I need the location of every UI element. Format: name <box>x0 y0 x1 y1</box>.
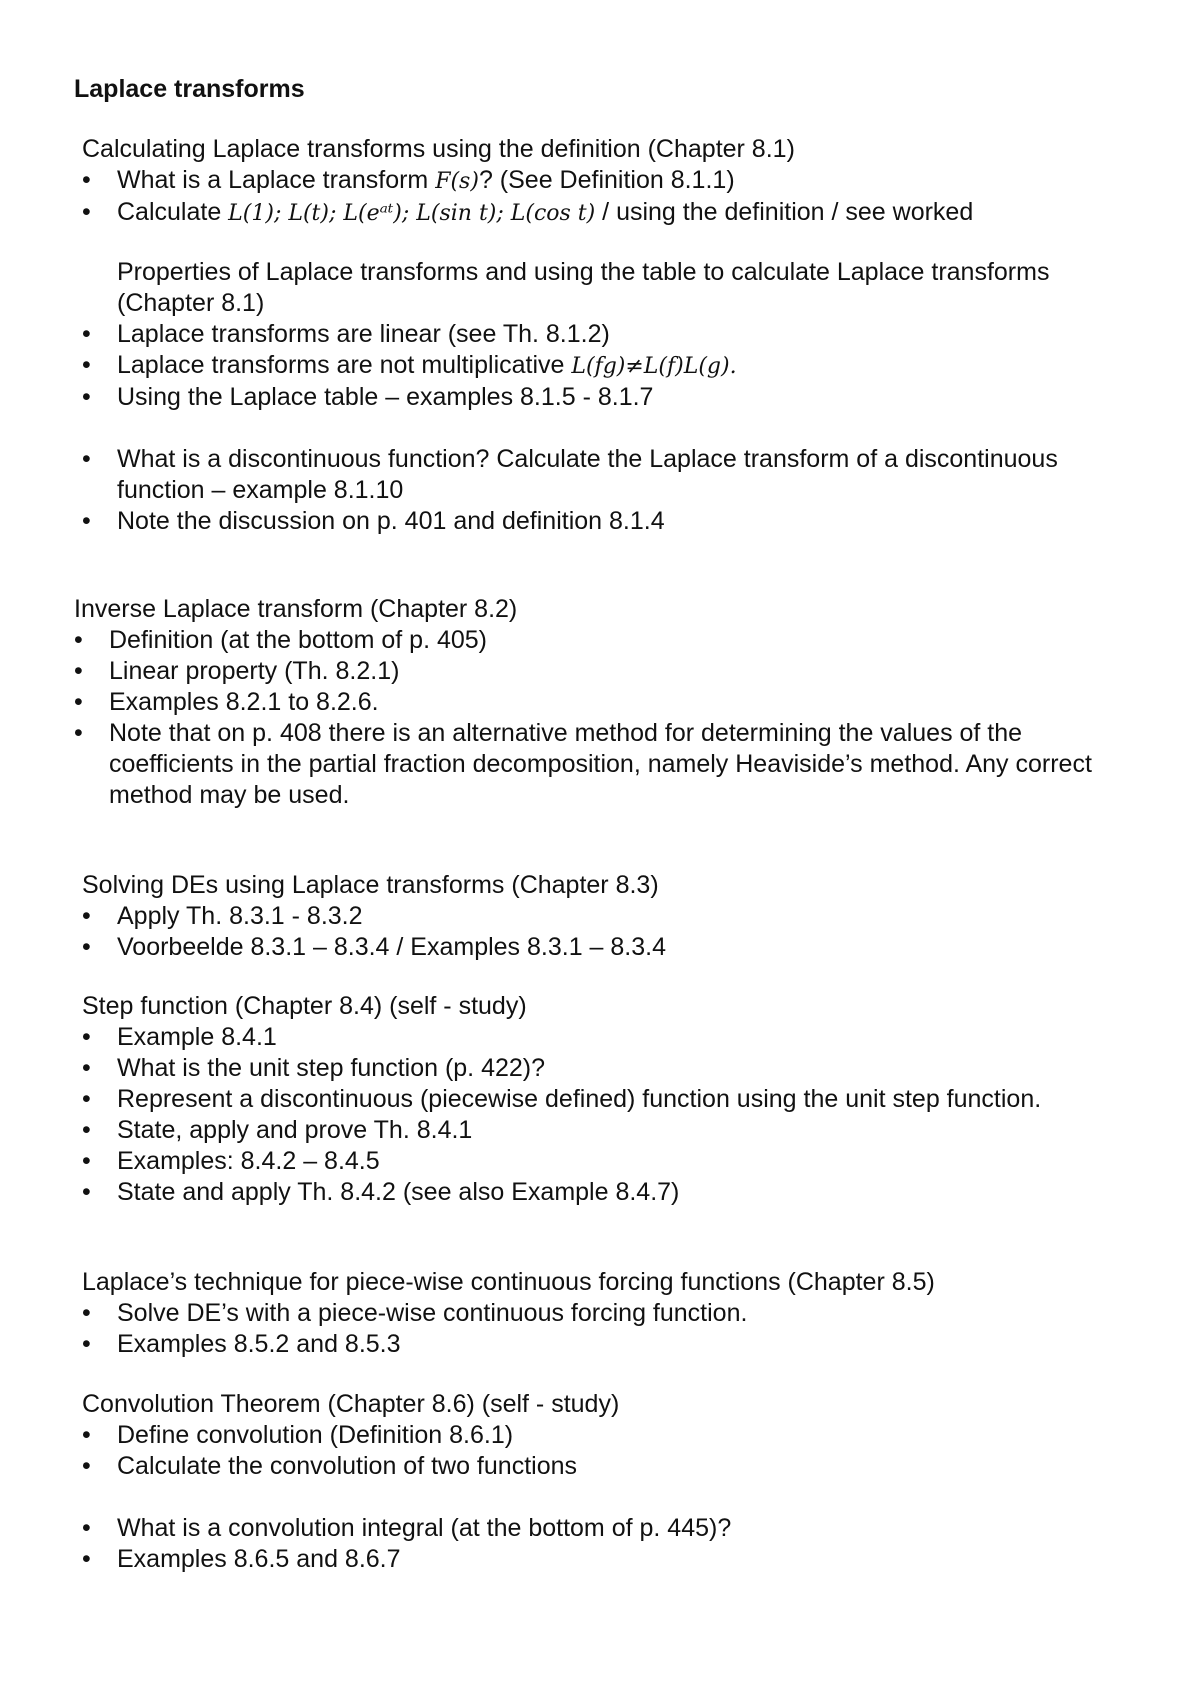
section-laplace-properties <box>82 257 1142 537</box>
document-title: Laplace transforms <box>74 75 305 103</box>
list-item: • Examples 8.2.1 to 8.2.6. <box>74 687 1134 718</box>
list-item: • Note the discussion on p. 401 and definition 8.1.4 <box>82 506 1142 537</box>
math-expression: F(s) <box>435 169 479 194</box>
section-heading: Calculating Laplace transforms using the definition (Chapter 8.1) <box>82 135 795 163</box>
list-item: • Represent a discontinuous (piecewise defined) function using the unit step function. <box>82 1084 1142 1115</box>
bullet-list <box>74 625 1134 811</box>
list-item: • Note that on p. 408 there is an alternative method for determining the values of the coefficients in the partial fraction decomposition, namely Heaviside’s method. Any correct method may be used. <box>74 718 1134 811</box>
section-convolution <box>82 1389 1142 1575</box>
list-item: • State and apply Th. 8.4.2 (see also Example 8.4.7) <box>82 1177 1142 1208</box>
list-item: • State, apply and prove Th. 8.4.1 <box>82 1115 1142 1146</box>
math-expression: L(fg)≠L(f)L(g). <box>571 354 737 379</box>
section-heading: Solving DEs using Laplace transforms (Chapter 8.3) <box>82 871 659 899</box>
item-text: What is a Laplace transform <box>117 166 436 194</box>
section-piecewise-forcing <box>82 1267 1142 1360</box>
bullet-list <box>82 444 1142 537</box>
section-heading: Step function (Chapter 8.4) (self - study) <box>82 992 527 1020</box>
bullet-list <box>82 165 1142 229</box>
bullet-list <box>82 901 1142 963</box>
list-item: • Definition (at the bottom of p. 405) <box>74 625 1134 656</box>
item-text: Calculate <box>117 198 229 226</box>
section-inverse-laplace <box>74 594 1134 811</box>
list-item: • Apply Th. 8.3.1 - 8.3.2 <box>82 901 1142 932</box>
list-item: • Examples: 8.4.2 – 8.4.5 <box>82 1146 1142 1177</box>
section-heading: Inverse Laplace transform (Chapter 8.2) <box>74 595 518 623</box>
item-text: ? (See Definition 8.1.1) <box>478 166 735 194</box>
list-item: • What is a discontinuous function? Calculate the Laplace transform of a discontinuous function – example 8.1.10 <box>82 444 1142 506</box>
list-item: • Examples 8.5.2 and 8.5.3 <box>82 1329 1142 1360</box>
list-item: • What is the unit step function (p. 422)? <box>82 1053 1142 1084</box>
section-heading: Laplace’s technique for piece-wise continuous forcing functions (Chapter 8.5) <box>82 1268 935 1296</box>
list-item <box>82 165 1142 197</box>
section-heading: Properties of Laplace transforms and using the table to calculate Laplace transforms (Chapter 8.1) <box>117 258 1050 317</box>
item-text: Laplace transforms are not multiplicative <box>117 351 572 379</box>
list-item: • Voorbeelde 8.3.1 – 8.3.4 / Examples 8.3.1 – 8.3.4 <box>82 932 1142 963</box>
section-step-function <box>82 991 1142 1208</box>
bullet-list <box>82 1420 1142 1482</box>
list-item <box>82 197 1142 229</box>
list-item: • Linear property (Th. 8.2.1) <box>74 656 1134 687</box>
bullet-list <box>82 319 1142 413</box>
list-item: • Laplace transforms are linear (see Th. 8.1.2) <box>82 319 1142 350</box>
item-text: / using the definition / see worked <box>595 198 974 226</box>
bullet-list <box>82 1298 1142 1360</box>
section-laplace-definition <box>82 134 1142 229</box>
list-item: • Calculate the convolution of two functions <box>82 1451 1142 1482</box>
list-item: • Examples 8.6.5 and 8.6.7 <box>82 1544 1142 1575</box>
list-item <box>82 350 1142 382</box>
bullet-list <box>82 1022 1142 1208</box>
list-item: • Solve DE’s with a piece-wise continuous forcing function. <box>82 1298 1142 1329</box>
math-expression: L(1); L(t); L(eᵃᵗ); L(sin t); L(cos t) <box>228 201 596 226</box>
bullet-list <box>82 1513 1142 1575</box>
list-item: • What is a convolution integral (at the bottom of p. 445)? <box>82 1513 1142 1544</box>
list-item: • Define convolution (Definition 8.6.1) <box>82 1420 1142 1451</box>
section-solving-des <box>82 870 1142 963</box>
section-heading: Convolution Theorem (Chapter 8.6) (self - study) <box>82 1390 620 1418</box>
list-item: • Using the Laplace table – examples 8.1.5 - 8.1.7 <box>82 382 1142 413</box>
list-item: • Example 8.4.1 <box>82 1022 1142 1053</box>
